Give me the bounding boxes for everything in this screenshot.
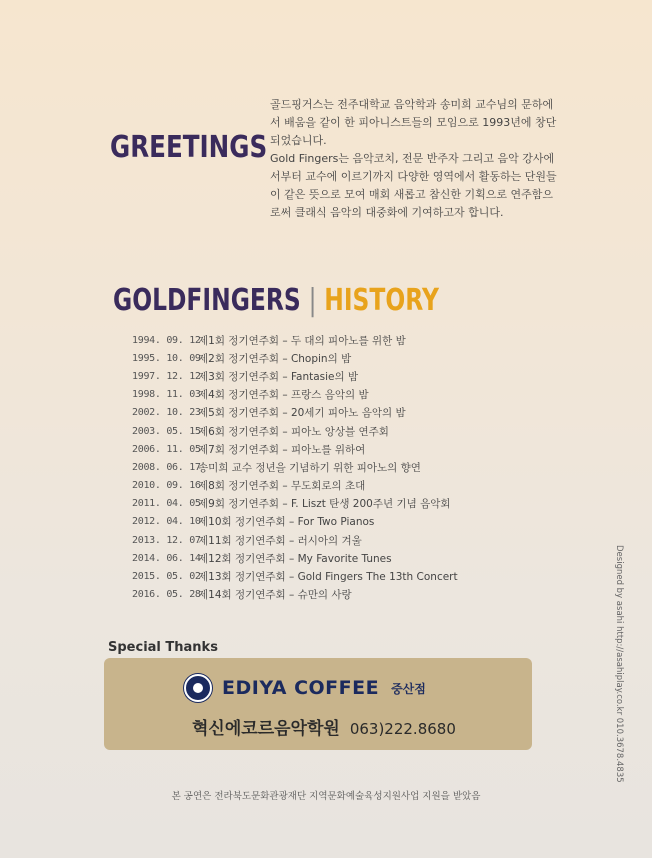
history-date: 2015. 05. 02 xyxy=(132,571,201,583)
history-list xyxy=(132,331,458,604)
greetings-paragraph-2: Gold Fingers는 음악코치, 전문 반주자 그리고 음악 강사에서부터 교수에 이르기까지 다양한 영역에서 활동하는 단원들이 같은 뜻으로 모여 매회 새롭고 참신한 기획으로 연주함으로써 클래식 음악의 대중화에 기여하고자 합니다. xyxy=(270,152,557,219)
history-item xyxy=(132,477,458,495)
history-event: 제9회 정기연주회 – F. Liszt 탄생 200주년 기념 음악회 xyxy=(198,498,451,511)
history-event: 제13회 정기연주회 – Gold Fingers The 13th Concert xyxy=(198,571,458,584)
history-event: 제10회 정기연주회 – For Two Pianos xyxy=(198,516,375,529)
history-title-history: HISTORY xyxy=(324,283,439,318)
history-date: 2002. 10. 23 xyxy=(132,407,201,419)
history-event: 제8회 정기연주회 – 무도회로의 초대 xyxy=(198,480,366,493)
history-date: 2010. 09. 16 xyxy=(132,480,201,492)
history-date: 2003. 05. 15 xyxy=(132,425,201,437)
history-title-separator: | xyxy=(308,283,317,318)
history-item xyxy=(132,440,458,458)
academy-phone: 063)222.8680 xyxy=(349,720,456,738)
history-event: 제2회 정기연주회 – Chopin의 밤 xyxy=(198,352,352,365)
designer-credit: Designed by asahi http://asahiplay.co.kr 010.3678.4835 xyxy=(614,545,624,783)
history-title xyxy=(113,283,439,318)
history-date: 2012. 04. 10 xyxy=(132,516,201,528)
history-event: 제6회 정기연주회 – 피아노 앙상블 연주회 xyxy=(198,425,389,438)
history-item xyxy=(132,567,458,585)
history-date: 2008. 06. 17 xyxy=(132,461,201,473)
ediya-logo-icon xyxy=(184,674,212,702)
history-event: 제5회 정기연주회 – 20세기 피아노 음악의 밤 xyxy=(198,407,406,420)
ediya-name: EDIYA COFFEE xyxy=(222,677,380,699)
history-date: 2006. 11. 05 xyxy=(132,443,201,455)
history-event: 송미희 교수 정년을 기념하기 위한 피아노의 향연 xyxy=(198,461,421,474)
history-date: 2011. 04. 05 xyxy=(132,498,201,510)
history-item xyxy=(132,458,458,476)
history-event: 제1회 정기연주회 – 두 대의 피아노를 위한 밤 xyxy=(198,334,406,347)
special-thanks-title: Special Thanks xyxy=(108,640,218,655)
greetings-paragraph-1: 골드핑거스는 전주대학교 음악학과 송미희 교수님의 문하에서 배움을 같이 한 피아니스트들의 모임으로 1993년에 창단되었습니다. xyxy=(270,98,557,147)
history-date: 2014. 06. 14 xyxy=(132,552,201,564)
history-item xyxy=(132,386,458,404)
greetings-text xyxy=(270,96,560,222)
academy-name: 혁신에코르음악학원 xyxy=(192,719,340,739)
history-item xyxy=(132,549,458,567)
history-item xyxy=(132,586,458,604)
history-date: 1998. 11. 03 xyxy=(132,389,201,401)
footer-note: 본 공연은 전라북도문화관광재단 지역문화예술육성지원사업 지원을 받았음 xyxy=(171,791,481,802)
academy-sponsor xyxy=(192,714,456,739)
history-title-goldfingers: GOLDFINGERS xyxy=(113,283,301,318)
history-event: 제11회 정기연주회 – 러시아의 겨울 xyxy=(198,534,362,547)
history-item xyxy=(132,349,458,367)
history-item xyxy=(132,404,458,422)
history-item xyxy=(132,367,458,385)
history-item xyxy=(132,495,458,513)
ediya-branch: 중산점 xyxy=(391,681,426,696)
history-date: 1994. 09. 12 xyxy=(132,334,201,346)
history-date: 1997. 12. 12 xyxy=(132,370,201,382)
history-event: 제7회 정기연주회 – 피아노를 위하여 xyxy=(198,443,366,456)
history-item xyxy=(132,331,458,349)
history-event: 제4회 정기연주회 – 프랑스 음악의 밤 xyxy=(198,389,369,402)
history-item xyxy=(132,531,458,549)
history-item xyxy=(132,422,458,440)
history-event: 제3회 정기연주회 – Fantasie의 밤 xyxy=(198,370,359,383)
ediya-sponsor xyxy=(184,674,426,702)
greetings-title: GREETINGS xyxy=(110,130,268,165)
history-date: 1995. 10. 09 xyxy=(132,352,201,364)
history-event: 제12회 정기연주회 – My Favorite Tunes xyxy=(198,552,392,565)
history-date: 2016. 05. 28 xyxy=(132,589,201,601)
history-event: 제14회 정기연주회 – 슈만의 사랑 xyxy=(198,589,352,602)
history-item xyxy=(132,513,458,531)
sponsor-box xyxy=(104,658,532,750)
history-date: 2013. 12. 07 xyxy=(132,534,201,546)
